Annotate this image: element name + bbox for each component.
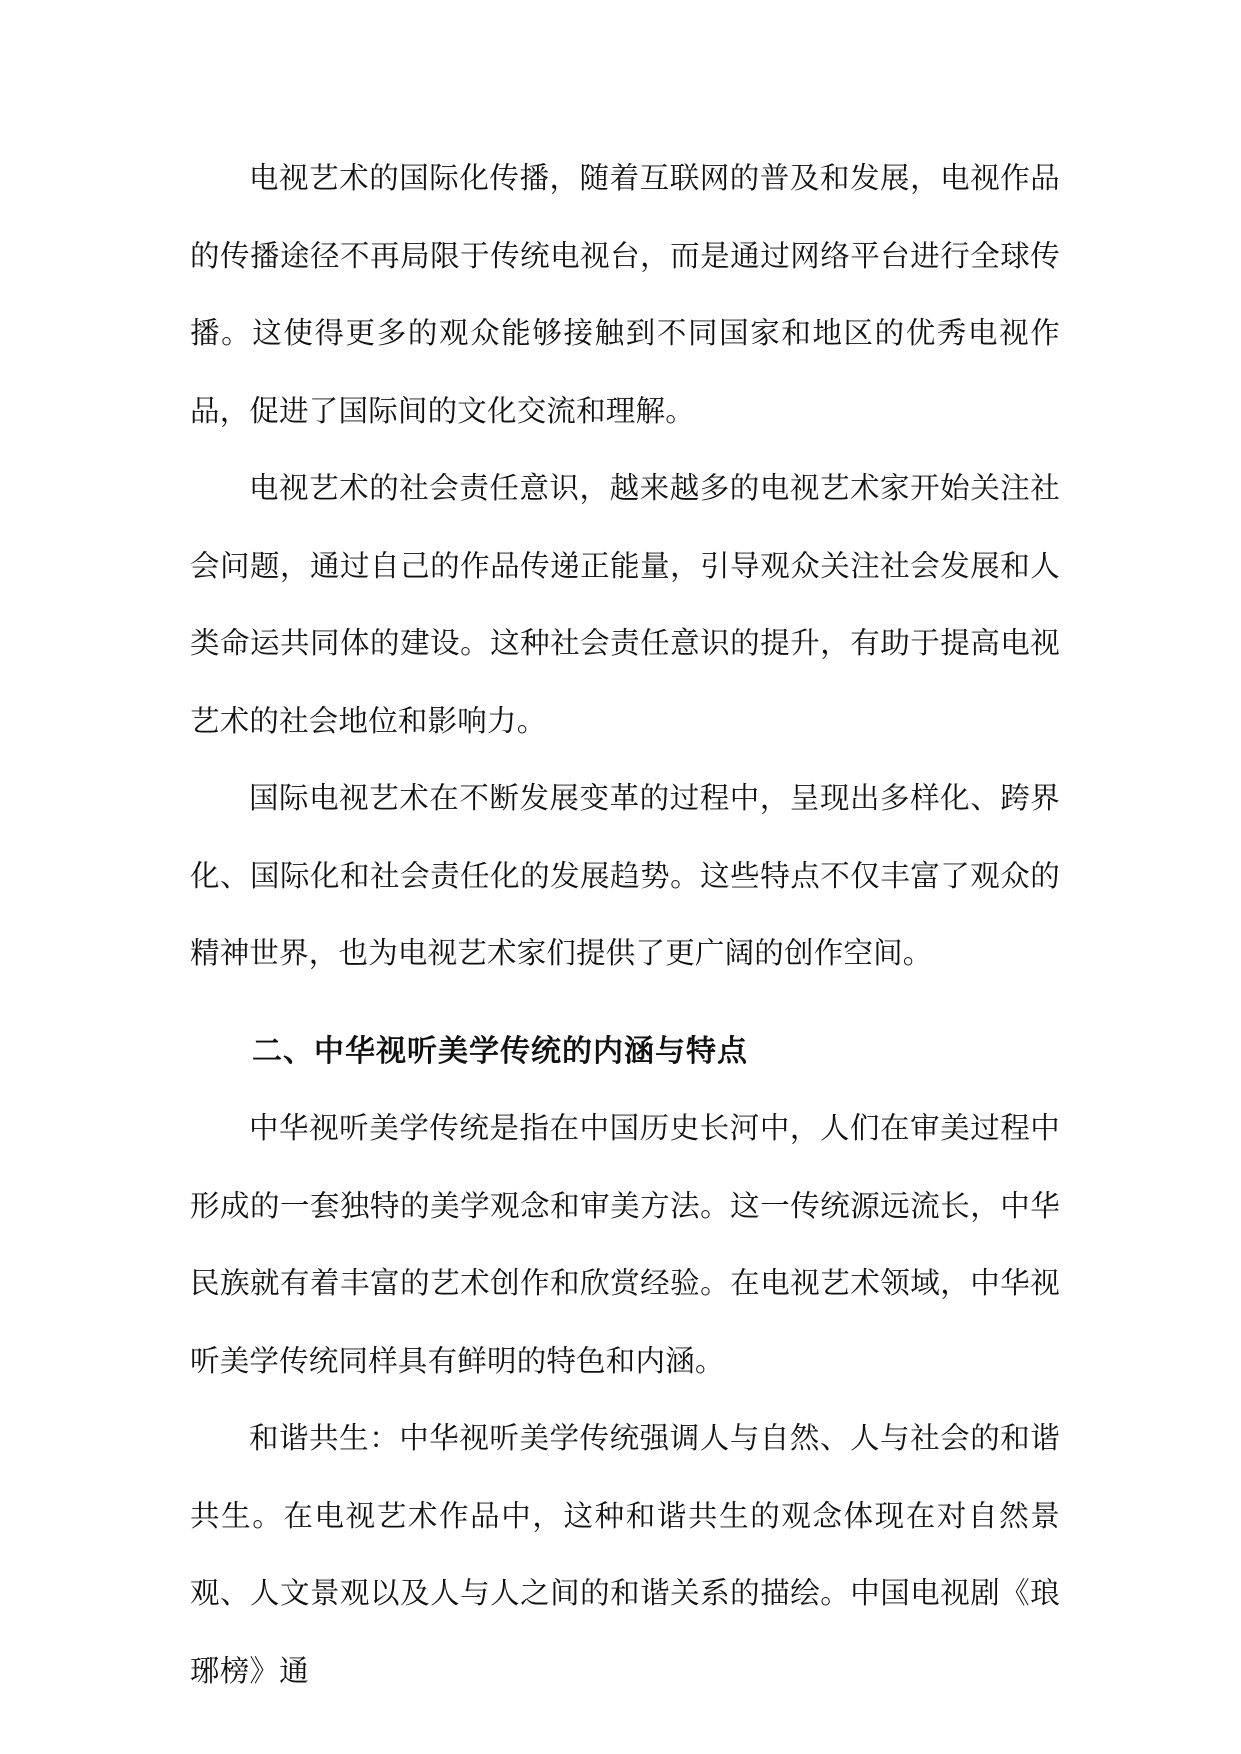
section-heading: 二、中华视听美学传统的内涵与特点 <box>252 1033 748 1069</box>
paragraph-social-responsibility: 电视艺术的社会责任意识，越来越多的电视艺术家开始关注社会问题，通过自己的作品传递正能量，引导观众关注社会发展和人类命运共同体的建设。这种社会责任意识的提升，有助于提高电视艺术的社会地位和影响力。 <box>190 471 1060 738</box>
paragraph-development-trends: 国际电视艺术在不断发展变革的过程中，呈现出多样化、跨界化、国际化和社会责任化的发展趋势。这些特点不仅丰富了观众的精神世界，也为电视艺术家们提供了更广阔的创作空间。 <box>190 781 1060 970</box>
paragraph-international-spread: 电视艺术的国际化传播，随着互联网的普及和发展，电视作品的传播途径不再局限于传统电视台，而是通过网络平台进行全球传播。这使得更多的观众能够接触到不同国家和地区的优秀电视作品，促进了国际间的文化交流和理解。 <box>190 161 1060 428</box>
document-page <box>190 140 1060 1710</box>
paragraph-aesthetic-tradition: 中华视听美学传统是指在中国历史长河中，人们在审美过程中形成的一套独特的美学观念和审美方法。这一传统源远流长，中华民族就有着丰富的艺术创作和欣赏经验。在电视艺术领域，中华视听美学传统同样具有鲜明的特色和内涵。 <box>190 1111 1060 1378</box>
paragraph-harmonious-coexistence: 和谐共生：中华视听美学传统强调人与自然、人与社会的和谐共生。在电视艺术作品中，这种和谐共生的观念体现在对自然景观、人文景观以及人与人之间的和谐关系的描绘。中国电视剧《琅琊榜》通 <box>190 1421 1060 1688</box>
